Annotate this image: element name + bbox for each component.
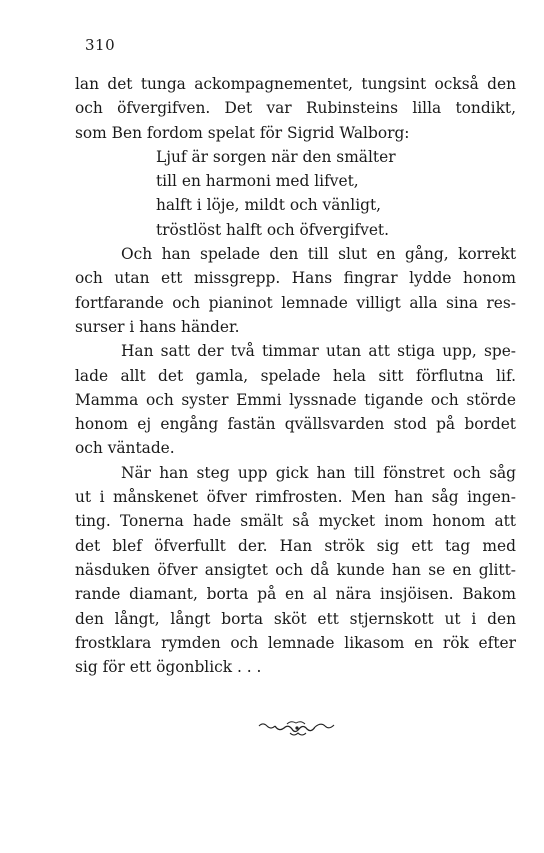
body-text (75, 72, 516, 679)
text-line: Och han spelade den till slut en gång, korrekt (121, 245, 516, 264)
text-line: den långt, långt borta sköt ett stjernskott ut i den (75, 609, 516, 628)
decorative-flourish-icon (257, 718, 337, 740)
text-line: surser i hans händer. (75, 317, 240, 336)
text-line: näsduken öfver ansigtet och då kunde han se en glitt- (75, 560, 516, 579)
text-line: sig för ett ögonblick . . . (75, 658, 262, 677)
text-line: och utan ett missgrepp. Hans fingrar lydde honom (75, 269, 516, 288)
text-line: som Ben fordom spelat för Sigrid Walborg: (75, 123, 410, 142)
text-line: honom ej engång fastän qvällsvarden stod på bordet (75, 415, 516, 434)
text-line: frostklara rymden och lemnade likasom en rök efter (75, 633, 516, 652)
verse-line: halft i löje, mildt och vänligt, (156, 196, 382, 215)
text-line: ting. Tonerna hade smält så mycket inom honom att (75, 512, 516, 531)
verse-line: Ljuf är sorgen när den smälter (156, 147, 396, 166)
text-line: och väntade. (75, 439, 175, 458)
page-number: 310 (85, 36, 116, 54)
text-line: ut i månskenet öfver rimfrosten. Men han såg ingen- (75, 488, 516, 507)
text-line: fortfarande och pianinot lemnade villigt alla sina res- (75, 293, 516, 312)
text-line: När han steg upp gick han till fönstret och såg (121, 463, 516, 482)
verse-line: till en harmoni med lifvet, (156, 172, 359, 191)
text-line: Han satt der två timmar utan att stiga upp, spe- (121, 342, 516, 361)
text-line: lan det tunga ackompagnementet, tungsint också den (75, 75, 516, 93)
text-line: Mamma och syster Emmi lyssnade tigande och störde (75, 390, 516, 409)
text-line: rande diamant, borta på en al nära insjöisen. Bakom (75, 585, 516, 604)
text-line: lade allt det gamla, spelade hela sitt förflutna lif. (75, 366, 516, 385)
text-line: det blef öfverfullt der. Han strök sig ett tag med (75, 536, 516, 555)
text-line: och öfvergifven. Det var Rubinsteins lilla tondikt, (75, 99, 516, 118)
verse-line: tröstlöst halft och öfvergifvet. (156, 220, 390, 239)
